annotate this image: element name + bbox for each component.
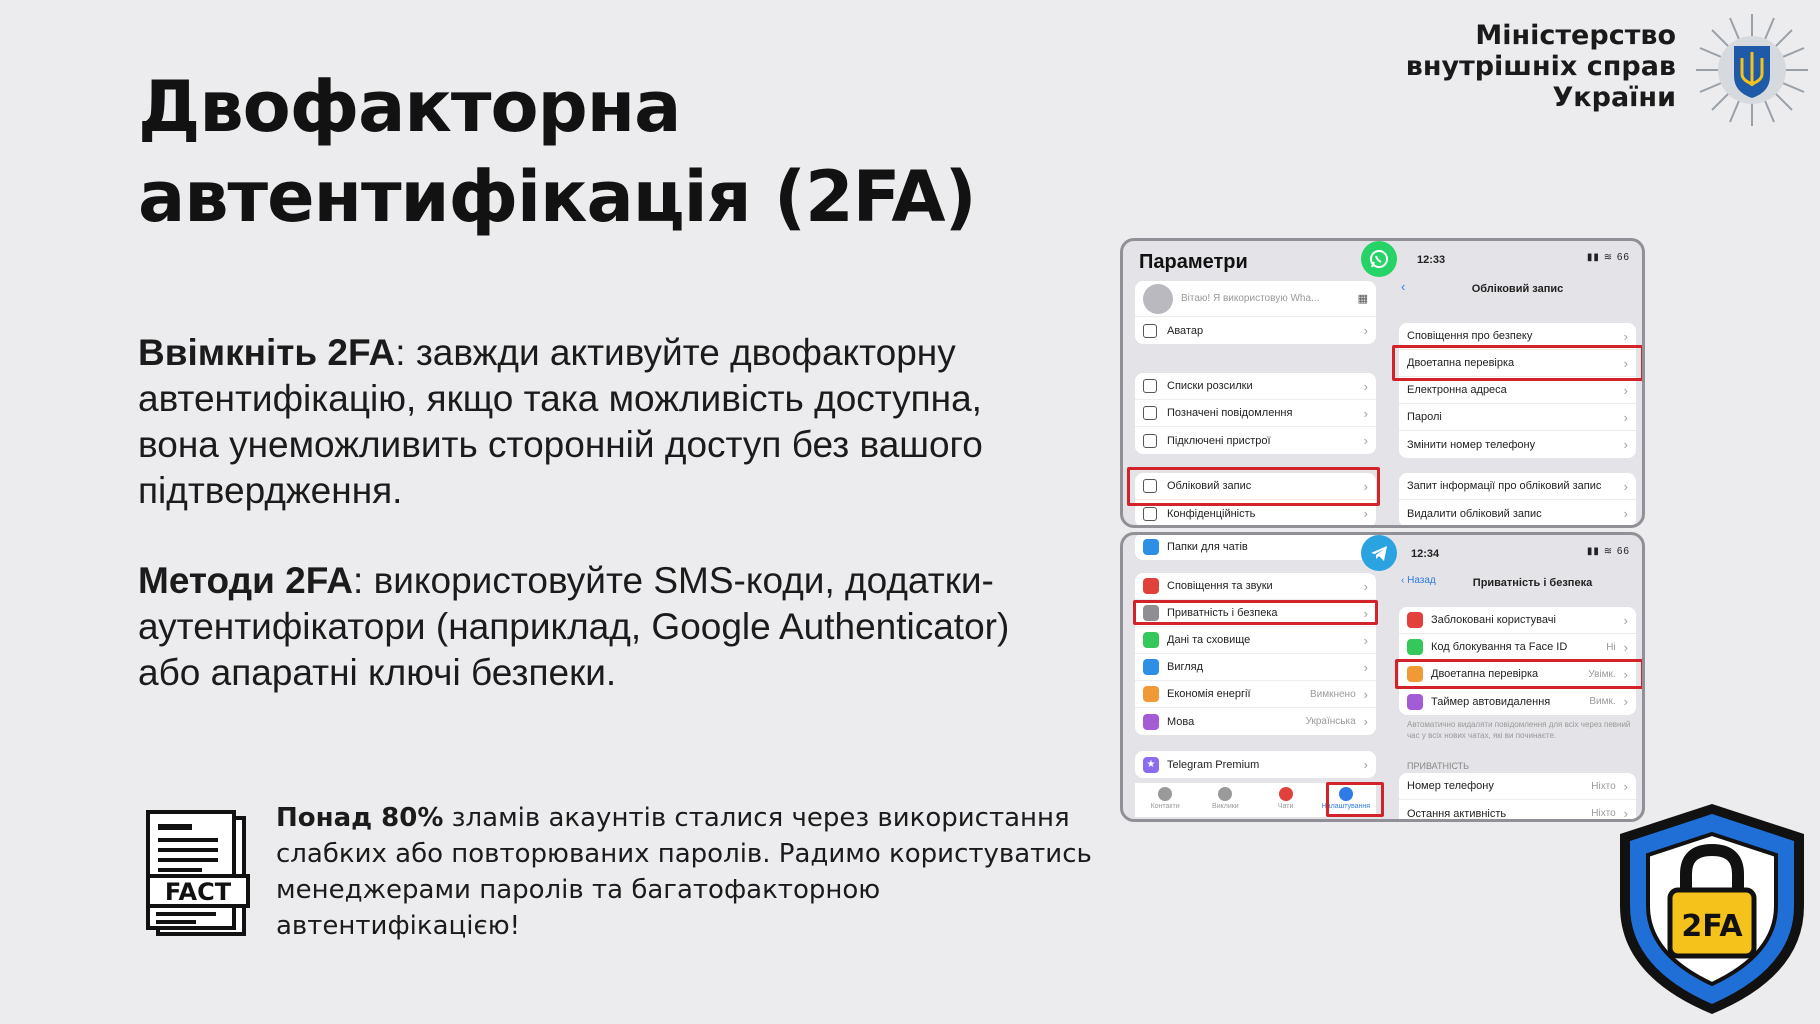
ministry-line-2: внутрішніх справ <box>1405 51 1676 82</box>
telegram-privacy-title: Приватність і безпека <box>1472 577 1593 589</box>
ministry-line-1: Міністерство <box>1475 20 1676 51</box>
chevron-right-icon: › <box>1363 506 1368 521</box>
telegram-blocked-item[interactable] <box>1399 607 1636 634</box>
telegram-appearance-label: Вигляд <box>1167 661 1204 673</box>
tab-contacts-label: Контакти <box>1150 803 1180 810</box>
telegram-screenshot <box>1120 532 1645 822</box>
whatsapp-account-title: Обліковий запис <box>1471 283 1564 295</box>
telegram-notifications-item[interactable] <box>1135 573 1376 600</box>
whatsapp-settings-column <box>1127 241 1384 525</box>
fact-text <box>276 800 1116 944</box>
chevron-right-icon: › <box>1623 612 1628 628</box>
telegram-status-icons: ▮▮ ≋ 66 <box>1586 546 1630 557</box>
whatsapp-security-notifications-label: Сповіщення про безпеку <box>1407 330 1533 342</box>
whatsapp-avatar-label: Аватар <box>1167 324 1204 337</box>
back-chevron-icon[interactable]: ‹ <box>1401 279 1406 294</box>
enable-2fa-paragraph <box>138 330 1068 514</box>
whatsapp-settings-header: Параметри <box>1139 251 1248 273</box>
enable-2fa-text: : завжди активуйте двофакторну автентифікацію, якщо така можливість доступна, вона унеможливить сторонній доступ без вашого підтвердження. <box>138 332 983 511</box>
whatsapp-passwords-label: Паролі <box>1407 411 1442 423</box>
fact-highlight: Понад 80% <box>276 803 444 833</box>
chevron-right-icon: › <box>1363 578 1368 594</box>
whatsapp-email-item[interactable] <box>1399 377 1636 404</box>
blocked-icon <box>1407 612 1423 628</box>
telegram-autodelete-item[interactable] <box>1399 688 1636 715</box>
slide-title: Двофакторна автентифікація (2FA) <box>138 66 976 238</box>
ministry-emblem-icon <box>1694 12 1810 128</box>
star-icon: ★ <box>1143 757 1159 773</box>
timer-icon <box>1407 694 1423 710</box>
chevron-right-icon: › <box>1363 757 1368 772</box>
telegram-passcode-value: Ні <box>1606 641 1616 653</box>
face-id-icon <box>1407 639 1423 655</box>
chevron-right-icon: › <box>1363 433 1368 448</box>
whatsapp-screenshot <box>1120 238 1645 528</box>
telegram-premium-label: Telegram Premium <box>1167 758 1260 771</box>
telegram-power-saving-value: Вимкнено <box>1309 688 1356 700</box>
telegram-autodelete-note: Автоматично видаляти повідомлення для всіх через певний час у всіх нових чатах, які ви починаєте. <box>1407 720 1631 740</box>
highlight-telegram-two-step <box>1395 659 1644 689</box>
whatsapp-request-info-item[interactable] <box>1399 473 1636 500</box>
chevron-right-icon: › <box>1363 378 1368 394</box>
tab-calls[interactable] <box>1200 787 1250 810</box>
ministry-name <box>1406 20 1676 113</box>
ministry-line-3: України <box>1552 82 1676 113</box>
telegram-two-step-value: Увімк. <box>1588 668 1616 680</box>
whatsapp-time: 12:33 <box>1417 254 1446 266</box>
whatsapp-profile-row[interactable] <box>1135 281 1376 317</box>
whatsapp-broadcast-label: Списки розсилки <box>1167 380 1253 392</box>
chevron-right-icon: › <box>1363 659 1368 675</box>
chat-bubble-icon <box>1279 787 1293 801</box>
megaphone-icon <box>1143 379 1157 393</box>
lock-icon <box>1143 507 1157 521</box>
chevron-right-icon: › <box>1363 405 1368 421</box>
telegram-autodelete-label: Таймер автовидалення <box>1431 695 1551 708</box>
tab-chats-label: Чати <box>1277 803 1294 810</box>
chevron-right-icon: › <box>1623 506 1628 521</box>
telegram-data-label: Дані та сховище <box>1167 634 1251 646</box>
chevron-right-icon: › <box>1623 478 1628 494</box>
chevron-right-icon: › <box>1623 778 1628 794</box>
whatsapp-request-info-label: Запит інформації про обліковий запис <box>1407 480 1602 492</box>
chevron-right-icon: › <box>1623 639 1628 655</box>
methods-2fa-paragraph <box>138 558 1068 696</box>
telegram-language-item[interactable] <box>1135 708 1376 735</box>
chevron-right-icon: › <box>1363 605 1368 621</box>
whatsapp-passwords-item[interactable] <box>1399 404 1636 431</box>
methods-2fa-text: : використовуйте SMS-коди, додатки-аутентифікатори (наприклад, Google Authenticator) або апаратні ключі безпеки. <box>138 560 1010 693</box>
highlight-privacy <box>1133 600 1378 625</box>
tab-chats[interactable] <box>1261 787 1311 810</box>
telegram-data-item[interactable] <box>1135 627 1376 654</box>
laptop-icon <box>1143 434 1157 448</box>
shield-lock-icon <box>1612 800 1812 1018</box>
whatsapp-status-icons: ▮▮ ≋ 66 <box>1586 252 1630 263</box>
chevron-right-icon: › <box>1363 686 1368 702</box>
enable-2fa-heading: Ввімкніть 2FA <box>138 332 396 373</box>
shield-label: 2FA <box>1681 909 1743 944</box>
whatsapp-email-label: Електронна адреса <box>1407 384 1507 396</box>
chevron-right-icon: › <box>1623 666 1628 682</box>
chevron-right-icon: › <box>1623 382 1628 398</box>
chevron-right-icon: › <box>1363 632 1368 648</box>
telegram-power-saving-label: Економія енергії <box>1167 688 1251 700</box>
whatsapp-account-label: Обліковий запис <box>1167 480 1252 492</box>
telegram-last-seen-item[interactable] <box>1399 800 1636 822</box>
telegram-language-value: Українська <box>1305 716 1356 727</box>
whatsapp-avatar-item[interactable] <box>1135 317 1376 344</box>
whatsapp-linked-devices-item[interactable] <box>1135 427 1376 454</box>
telegram-back-link[interactable]: ‹ Назад <box>1401 575 1436 586</box>
fact-document-icon <box>142 810 256 940</box>
telegram-back-label: Назад <box>1407 575 1436 586</box>
telegram-phone-number-value: Ніхто <box>1591 780 1616 792</box>
telegram-last-seen-value: Ніхто <box>1591 808 1616 819</box>
whatsapp-delete-account-label: Видалити обліковий запис <box>1407 507 1542 520</box>
database-icon <box>1143 632 1159 648</box>
telegram-autodelete-value: Вимк. <box>1589 696 1616 707</box>
avatar-icon <box>1143 324 1157 338</box>
chevron-right-icon: › <box>1363 323 1368 338</box>
telegram-settings-column <box>1127 535 1384 819</box>
qr-code-icon[interactable]: ▦ <box>1357 293 1368 305</box>
telegram-folders-label: Папки для чатів <box>1167 540 1248 553</box>
highlight-two-step <box>1392 345 1644 381</box>
telegram-phone-number-item[interactable] <box>1399 773 1636 800</box>
telegram-appearance-item[interactable] <box>1135 654 1376 681</box>
telegram-phone-number-label: Номер телефону <box>1407 780 1494 792</box>
profile-status: Вітаю! Я використовую Wha... <box>1181 293 1320 304</box>
whatsapp-starred-item[interactable] <box>1135 400 1376 427</box>
methods-2fa-heading: Методи 2FA <box>138 560 354 601</box>
telegram-language-label: Мова <box>1167 715 1195 728</box>
whatsapp-two-step-label: Двоетапна перевірка <box>1407 357 1515 369</box>
appearance-icon <box>1143 659 1159 675</box>
highlight-settings-tab <box>1326 782 1384 817</box>
bell-icon <box>1143 578 1159 594</box>
fact-body: зламів акаунтів сталися через використання слабких або повторюваних паролів. Радимо користуватись менеджерами паролів та багатофакторною автентифікацією! <box>276 803 1092 941</box>
tab-contacts[interactable] <box>1140 787 1190 810</box>
whatsapp-change-number-item[interactable] <box>1399 431 1636 458</box>
telegram-passcode-label: Код блокування та Face ID <box>1431 641 1568 653</box>
chevron-right-icon: › <box>1623 806 1628 821</box>
tab-settings-label: Налаштування <box>1321 803 1371 810</box>
battery-icon <box>1143 686 1159 702</box>
highlight-account <box>1127 467 1380 506</box>
fact-icon-label: FACT <box>164 878 232 906</box>
whatsapp-linked-devices-label: Підключені пристрої <box>1167 434 1271 447</box>
telegram-privacy-label: Приватність і безпека <box>1167 607 1278 619</box>
chevron-right-icon: › <box>1623 694 1628 709</box>
whatsapp-starred-label: Позначені повідомлення <box>1167 407 1293 419</box>
telegram-last-seen-label: Остання активність <box>1407 807 1507 820</box>
chevron-right-icon: › <box>1623 437 1628 452</box>
whatsapp-delete-account-item[interactable] <box>1399 500 1636 527</box>
globe-icon <box>1143 714 1159 730</box>
telegram-power-saving-item[interactable] <box>1135 681 1376 708</box>
folder-icon <box>1143 539 1159 555</box>
telegram-privacy-column <box>1391 535 1644 819</box>
contacts-icon <box>1158 787 1172 801</box>
chevron-right-icon: › <box>1363 714 1368 729</box>
chevron-right-icon: › <box>1623 409 1628 425</box>
star-icon <box>1143 406 1157 420</box>
whatsapp-account-column <box>1391 241 1644 525</box>
avatar <box>1143 284 1173 314</box>
telegram-notifications-label: Сповіщення та звуки <box>1167 580 1273 592</box>
telegram-time: 12:34 <box>1411 548 1440 560</box>
whatsapp-change-number-label: Змінити номер телефону <box>1407 438 1536 451</box>
chevron-right-icon: › <box>1363 478 1368 494</box>
telegram-blocked-label: Заблоковані користувачі <box>1431 614 1556 626</box>
telegram-two-step-label: Двоетапна перевірка <box>1431 668 1539 680</box>
tab-calls-label: Виклики <box>1212 803 1239 810</box>
chevron-right-icon: › <box>1623 328 1628 344</box>
telegram-folders-item[interactable] <box>1135 533 1376 560</box>
whatsapp-broadcast-item[interactable] <box>1135 373 1376 400</box>
whatsapp-privacy-label: Конфіденційність <box>1167 507 1256 520</box>
phone-icon <box>1218 787 1232 801</box>
telegram-premium-item[interactable] <box>1135 751 1376 778</box>
chevron-right-icon: › <box>1623 355 1628 371</box>
telegram-passcode-item[interactable] <box>1399 634 1636 661</box>
telegram-privacy-section-header: ПРИВАТНІСТЬ <box>1407 761 1470 771</box>
